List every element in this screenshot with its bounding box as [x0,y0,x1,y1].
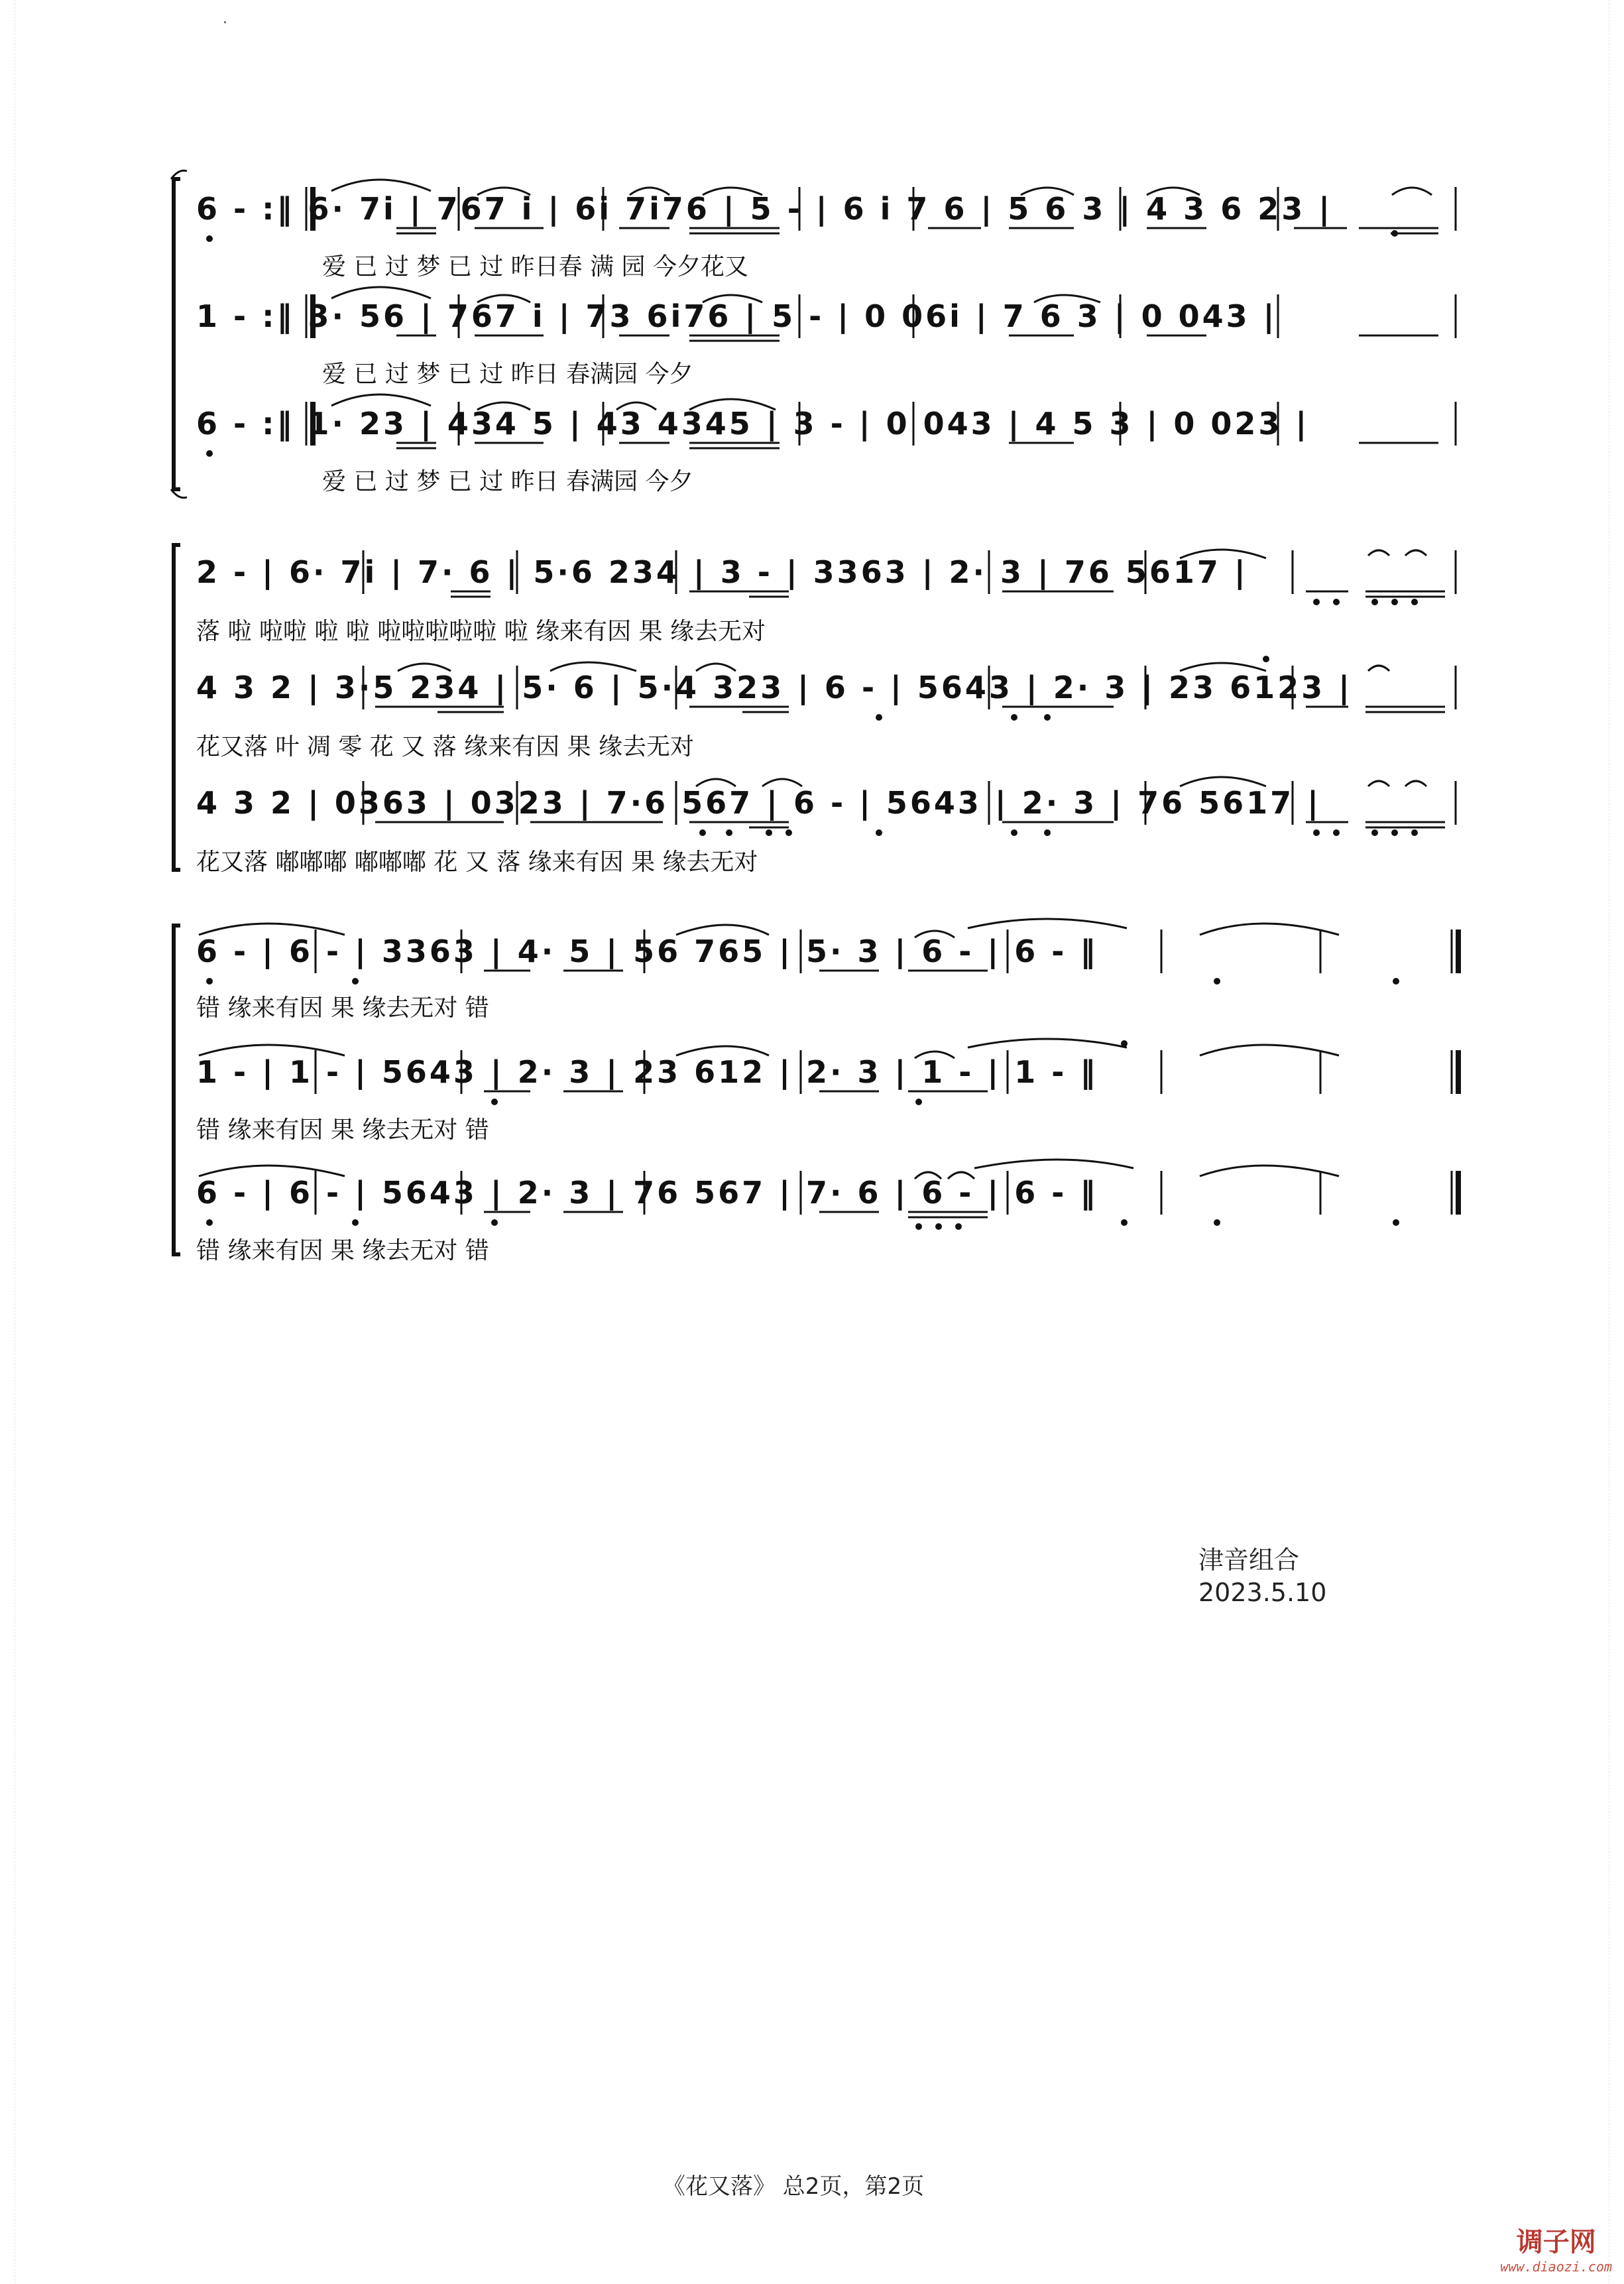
system-1 [0,172,1624,504]
system-3-part-2-notes: 1 - | 1 - | 5643 | 2· 3 | 23 612 | 2· 3 | 1 - | 1 - ‖ [196,1054,1098,1090]
system-1-part-2-lyrics: 爱 已 过 梦 已 过 昨日 春满园 今夕 [322,361,693,388]
system-1-part-1-notes: 6 - :‖ 6· 7i | 767 i | 6i 7i76 | 5 - | 6 i 7 6 | 5 6 3 | 4 3 6 23 | [196,191,1333,227]
site-watermark[interactable] [1500,2221,1612,2275]
system-2 [0,536,1624,880]
system-1-part-3-lyrics: 爱 已 过 梦 已 过 昨日 春满园 今夕 [322,468,693,495]
composition-date: 2023.5.10 [1198,1578,1327,1607]
system-2-part-2-notes: 4 3 2 | 3·5 234 | 5· 6 | 5·4 323 | 6 - | 5643 | 2· 3 | 23 6123 | [196,670,1352,705]
system-1-part-1-lyrics: 爱 已 过 梦 已 过 昨日春 满 园 今夕花又 [322,253,748,280]
system-2-part-3-notes: 4 3 2 | 0363 | 0323 | 7·6 567 | 6 - | 5643 | 2· 3 | 76 5617 | [196,785,1321,821]
system-2-part-2-lyrics: 花又落 叶 凋 零 花 又 落 缘来有因 果 缘去无对 [196,733,694,760]
system-3-part-1-lyrics: 错 缘来有因 果 缘去无对 错 [196,994,489,1022]
system-3-part-2-lyrics: 错 缘来有因 果 缘去无对 错 [196,1116,489,1144]
system-1-part-2-notes: 1 - :‖ 3· 56 | 767 i | 73 6i76 | 5 - | 0 06i | 7 6 3 | 0 043 | [196,298,1277,334]
system-2-part-3-lyrics: 花又落 嘟嘟嘟 嘟嘟嘟 花 又 落 缘来有因 果 缘去无对 [196,849,758,876]
page-footer: 《花又落》 总2页，第2页 [663,2173,925,2200]
system-3 [0,915,1624,1273]
system-2-part-1-lyrics: 落 啦 啦啦 啦 啦 啦啦啦啦啦 啦 缘来有因 果 缘去无对 [196,618,766,645]
stray-dot [224,21,226,23]
watermark-url: www.diaozi.com [1500,2259,1612,2275]
composer-credit: 津音组合 [1198,1545,1300,1575]
watermark-brand: 调子网 [1516,2227,1596,2257]
system-3-part-1-notes: 6 - | 6 - | 3363 | 4· 5 | 56 765 | 5· 3 | 6 - | 6 - ‖ [196,933,1098,969]
system-2-part-1-notes: 2 - | 6· 7i | 7· 6 | 5·6 234 | 3 - | 3363 | 2· 3 | 76 5617 | [196,554,1248,590]
system-3-part-3-lyrics: 错 缘来有因 果 缘去无对 错 [196,1237,489,1264]
system-1-part-3-notes: 6 - :‖ 1· 23 | 434 5 | 43 4345 | 3 - | 0 043 | 4 5 3 | 0 023 | [196,406,1310,442]
system-3-part-3-notes: 6 - | 6 - | 5643 | 2· 3 | 76 567 | 7· 6 | 6 - | 6 - ‖ [196,1175,1098,1211]
